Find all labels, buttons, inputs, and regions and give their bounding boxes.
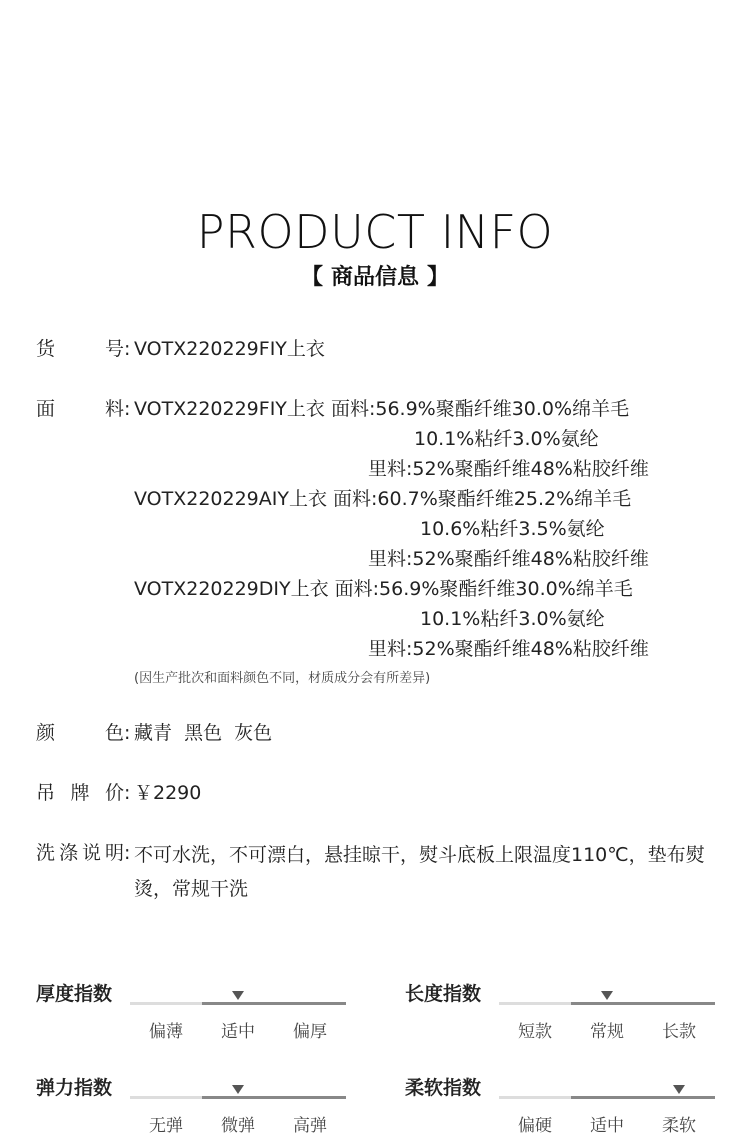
subtitle-text: 商品信息 (330, 265, 419, 290)
wash-value: 不可水洗，不可漂白，悬挂晾干，熨斗底板上限温度110℃，垫布熨烫，常规干洗 (134, 844, 705, 900)
elasticity-meter (36, 1075, 366, 1135)
meter-segment (499, 1002, 571, 1005)
meter-option: 无弹 (149, 1116, 183, 1136)
page-title: PRODUCT INFO (196, 205, 554, 259)
label-char: 说 (81, 842, 101, 864)
thickness-meter (36, 981, 366, 1041)
label-char: 涤 (58, 842, 78, 864)
meter-title: 柔软指数 (405, 1077, 482, 1099)
meter-title: 长度指数 (405, 983, 482, 1005)
meter-track (130, 1002, 346, 1005)
meter-track (499, 1096, 715, 1099)
meter-track (130, 1096, 346, 1099)
meter-segment (274, 1096, 346, 1099)
fabric-label (36, 394, 124, 424)
label-char: 明 (104, 842, 124, 864)
colon: : (124, 398, 131, 420)
label-char: 洗 (36, 842, 56, 864)
meter-segment (571, 1096, 643, 1099)
colon: : (124, 842, 131, 864)
item-number-label (36, 334, 124, 364)
fabric-line: 10.6%粘纤3.5%氨纶 (420, 518, 605, 540)
label-char: 价 (104, 782, 124, 804)
meter-pointer-icon (232, 1085, 244, 1094)
wash-label (36, 838, 124, 868)
meter-option: 长款 (662, 1022, 696, 1042)
meter-segment (130, 1002, 202, 1005)
meter-segment (202, 1096, 274, 1099)
meter-option: 适中 (590, 1116, 624, 1136)
label-char: 号 (104, 338, 124, 360)
label-char: 面 (36, 398, 56, 420)
length-meter (405, 981, 735, 1041)
meter-option: 偏硬 (518, 1116, 552, 1136)
meter-segment (499, 1096, 571, 1099)
meter-pointer-icon (232, 991, 244, 1000)
price-value: ￥2290 (134, 782, 202, 804)
meter-track (499, 1002, 715, 1005)
meter-segment (643, 1002, 715, 1005)
meter-option: 短款 (518, 1022, 552, 1042)
meter-pointer-icon (673, 1085, 685, 1094)
fabric-line: VOTX220229AIY上衣 面料:60.7%聚酯纤维25.2%绵羊毛 (134, 488, 632, 510)
colon: : (124, 782, 131, 804)
fabric-line: 里料:52%聚酯纤维48%粘胶纤维 (368, 638, 649, 660)
meter-segment (571, 1002, 643, 1005)
fabric-line: VOTX220229FIY上衣 面料:56.9%聚酯纤维30.0%绵羊毛 (134, 398, 630, 420)
right-bracket-icon: 】 (427, 265, 450, 290)
meter-segment (274, 1002, 346, 1005)
label-char: 牌 (70, 782, 90, 804)
left-bracket-icon: 【 (300, 265, 323, 290)
color-value: 藏青 黑色 灰色 (134, 722, 273, 744)
meter-segment (643, 1096, 715, 1099)
meter-option: 柔软 (662, 1116, 696, 1136)
meter-title: 厚度指数 (36, 983, 113, 1005)
label-char: 货 (36, 338, 56, 360)
label-char: 颜 (36, 722, 56, 744)
colon: : (124, 722, 131, 744)
fabric-line: VOTX220229DIY上衣 面料:56.9%聚酯纤维30.0%绵羊毛 (134, 578, 633, 600)
meter-option: 偏厚 (293, 1022, 327, 1042)
meter-option: 常规 (590, 1022, 624, 1042)
meter-option: 高弹 (293, 1116, 327, 1136)
fabric-line: 10.1%粘纤3.0%氨纶 (420, 608, 605, 630)
softness-meter (405, 1075, 735, 1135)
colon: : (124, 338, 131, 360)
fabric-note: (因生产批次和面料颜色不同，材质成分会有所差异) (134, 671, 431, 686)
color-label (36, 718, 124, 748)
price-label (36, 778, 124, 808)
fabric-line: 里料:52%聚酯纤维48%粘胶纤维 (368, 548, 649, 570)
meter-segment (130, 1096, 202, 1099)
meter-title: 弹力指数 (36, 1077, 113, 1099)
meter-option: 适中 (221, 1022, 255, 1042)
label-char: 料 (104, 398, 124, 420)
page-subtitle (0, 262, 750, 294)
label-char: 色 (104, 722, 124, 744)
fabric-line: 10.1%粘纤3.0%氨纶 (414, 428, 599, 450)
meter-pointer-icon (601, 991, 613, 1000)
meter-option: 偏薄 (149, 1022, 183, 1042)
label-char: 吊 (36, 782, 56, 804)
meter-option: 微弹 (221, 1116, 255, 1136)
item-number-value: VOTX220229FIY上衣 (134, 338, 325, 360)
meter-segment (202, 1002, 274, 1005)
fabric-line: 里料:52%聚酯纤维48%粘胶纤维 (368, 458, 649, 480)
